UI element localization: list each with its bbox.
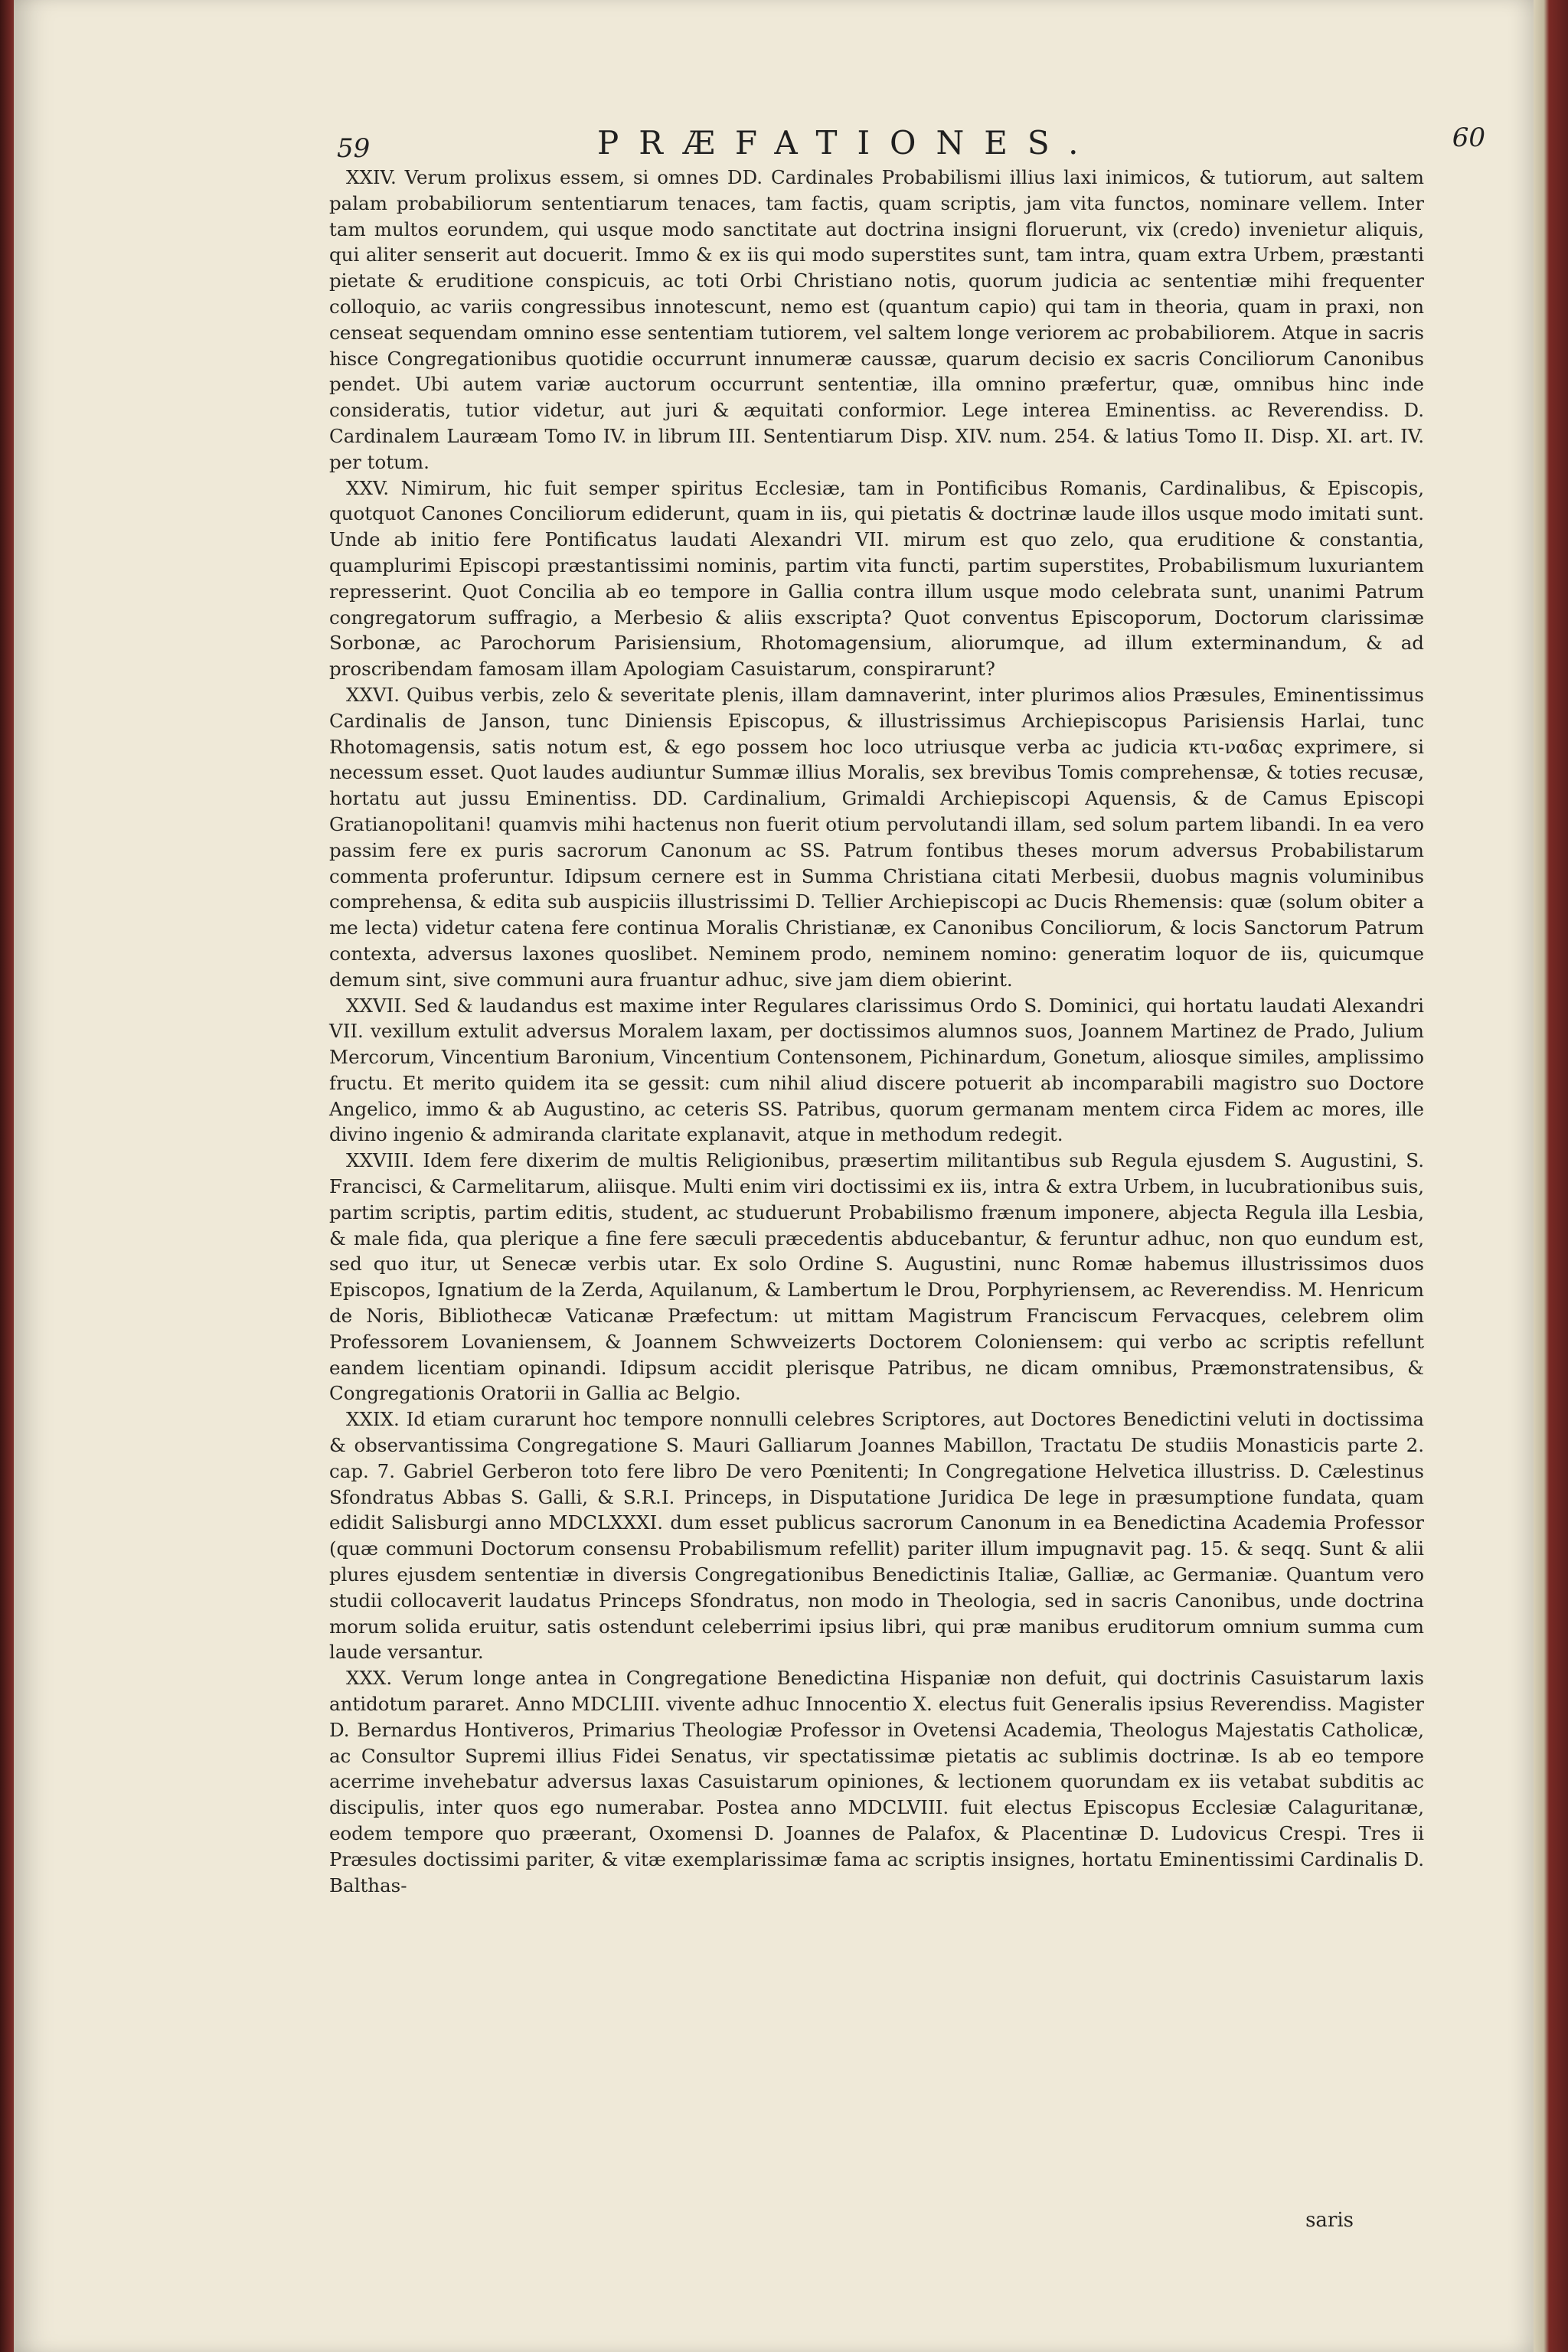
paragraph-xxviii: XXVIII. Idem fere dixerim de multis Religionibus, præsertim militantibus sub Regula ejusdem S. Augustini, S. Francisci, & Carmelitarum, aliisque. Multi enim viri doctissimi ex iis, intra & extra Urbem, in lucubrationibus suis, partim scriptis, partim editis, student, ac studuerunt Probabilismo frænum imponere, abjecta Regula illa Lesbia, & male fida, qua plerique a fine fere sæculi præcedentis abducebantur, & feruntur adhuc, non quo eundum est, sed quo itur, ut Senecæ verbis utar. Ex solo Ordine S. Augustini, nunc Romæ habemus illustrissimos duos Episcopos, Ignatium de la Zerda, Aquilanum, & Lambertum le Drou, Porphyriensem, ac Reverendiss. M. Henricum de Noris, Bibliothecæ Vaticanæ Præfectum: ut mittam Magistrum Franciscum Fervacques, celebrem olim Professorem Lovaniensem, & Joannem Schwveizerts Doctorem Coloniensem: qui verbo ac scriptis refellunt eandem licentiam opinandi. Idipsum accidit plerisque Patribus, ne dicam omnibus, Præmonstratensibus, & Congregationis Oratorii in Gallia ac Belgio. xyxy=(329,1149,1424,1405)
page-header xyxy=(337,115,1485,164)
page-edge xyxy=(1534,0,1568,2352)
paragraph-xxx: XXX. Verum longe antea in Congregatione Benedictina Hispaniæ non defuit, qui doctrinis Casuistarum laxis antidotum pararet. Anno MDCLIII. vivente adhuc Innocentio X. electus fuit Generalis ipsius Reverendiss. Magister D. Bernardus Hontiveros, Primarius Theologiæ Professor in Ovetensi Academia, Theologus Majestatis Catholicæ, ac Consultor Supremi illius Fidei Senatus, vir spectatissimæ pietatis ac sublimis doctrinæ. Is ab eo tempore acerrime invehebatur adversus laxas Casuistarum opiniones, & lectionem quorundam ex iis vetabat subditis ac discipulis, inter quos ego numerabar. Postea anno MDCLVIII. fuit electus Episcopus Ecclesiæ Calaguritanæ, eodem tempore quo præerant, Oxomensi D. Joannes de Palafox, & Placentinæ D. Ludovicus Crespi. Tres ii Præsules doctissimi pariter, & vitæ exemplarissimæ fama ac scriptis insignes, hortatu Eminentissimi Cardinalis D. Balthas- xyxy=(329,1667,1424,1896)
paragraph-xxvii: XXVII. Sed & laudandus est maxime inter Regulares clarissimus Ordo S. Dominici, qui hortatu laudati Alexandri VII. vexillum extulit adversus Moralem laxam, per doctissimos alumnos suos, Joannem Martinez de Prado, Julium Mercorum, Vincentium Baronium, Vincentium Contensonem, Pichinardum, Gonetum, aliosque similes, amplissimo fructu. Et merito quidem ita se gessit: cum nihil aliud discere potuerit ab incomparabili magistro suo Doctore Angelico, immo & ab Augustino, ac ceteris SS. Patribus, quorum germanam mentem circa Fidem ac mores, ille divino ingenio & admiranda claritate explanavit, atque in methodum redegit. xyxy=(329,994,1424,1146)
paragraph-xxv: XXV. Nimirum, hic fuit semper spiritus Ecclesiæ, tam in Pontificibus Romanis, Cardinalibus, & Episcopis, quotquot Canones Conciliorum ediderunt, quam in iis, qui pietatis & doctrinæ laude illos usque modo imitati sunt. Unde ab initio fere Pontificatus laudati Alexandri VII. mirum est quo zelo, qua eruditione & constantia, quamplurimi Episcopi præstantissimi nominis, partim vita functi, partim superstites, Probabilismum luxuriantem represserint. Quot Concilia ab eo tempore in Gallia contra illum usque modo celebrata sunt, unanimi Patrum congregatorum suffragio, a Merbesio & aliis exscripta? Quot conventus Episcoporum, Doctorum clarissimæ Sorbonæ, ac Parochorum Parisiensium, Rhotomagensium, aliorumque, ad illum exterminandum, & ad proscribendam famosam illam Apologiam Casuistarum, conspirarunt? xyxy=(329,476,1424,681)
paragraph-xxiv: XXIV. Verum prolixus essem, si omnes DD. Cardinales Probabilismi illius laxi inimicos, & tutiorum, aut saltem palam probabiliorum sententiarum tenaces, tam factis, quam scriptis, jam vita functos, nominare vellem. Inter tam multos eorundem, qui usque modo sanctitate aut doctrina insigni floruerunt, vix (credo) invenietur aliquis, qui aliter senserit aut docuerit. Immo & ex iis qui modo superstites sunt, tam intra, quam extra Urbem, præstanti pietate & eruditione conspicuis, ac toti Orbi Christiano notis, quorum judicia ac sententiæ mihi frequenter colloquio, ac variis congressibus innotescunt, nemo est (quantum capio) qui tam in theoria, quam in praxi, non censeat sequendam omnino esse sententiam tutiorem, vel saltem longe veriorem ac probabiliorem. Atque in sacris hisce Congregationibus quotidie occurrunt innumeræ caussæ, quarum decisio ex sacris Conciliorum Canonibus pendet. Ubi autem variæ auctorum occurrunt sententiæ, illa omnino præfertur, quæ, omnibus hinc inde consideratis, tutior videtur, aut juri & æquitati conformior. Lege interea Eminentiss. ac Reverendiss. D. Cardinalem Lauræam Tomo IV. in librum III. Sententiarum Disp. XIV. num. 254. & latius Tomo II. Disp. XI. art. IV. per totum. xyxy=(329,166,1424,473)
page-number-right: 60 xyxy=(1452,122,1485,153)
body-text xyxy=(329,165,1424,1898)
paragraph-xxix: XXIX. Id etiam curarunt hoc tempore nonnulli celebres Scriptores, aut Doctores Benedictini veluti in doctissima & observantissima Congregatione S. Mauri Galliarum Joannes Mabillon, Tractatu De studiis Monasticis parte 2. cap. 7. Gabriel Gerberon toto fere libro De vero Pœnitenti; In Congregatione Helvetica illustriss. D. Cælestinus Sfondratus Abbas S. Galli, & S.R.I. Princeps, in Disputatione Juridica De lege in præsumptione fundata, quam edidit Salisburgi anno MDCLXXXI. dum esset publicus sacrorum Canonum in ea Benedictina Academia Professor (quæ communi Doctorum consensu Probabilismum refellit) pariter illum impugnavit pag. 15. & seqq. Sunt & alii plures ejusdem sententiæ in diversis Congregationibus Benedictinis Italiæ, Galliæ, ac Germaniæ. Quantum vero studii collocaverit laudatus Princeps Sfondratus, non modo in Theologia, sed in sacris Canonibus, unde doctrina morum solida eruitur, satis ostendunt celeberrimi ipsius libri, qui præ manibus eruditorum omnium summa cum laude versantur. xyxy=(329,1408,1424,1664)
page-number-left: 59 xyxy=(337,133,371,164)
paragraph-xxvi: XXVI. Quibus verbis, zelo & severitate plenis, illam damnaverint, inter plurimos alios Præsules, Eminentissimus Cardinalis de Janson, tunc Diniensis Episcopus, & illustrissimus Archiepiscopus Parisiensis Harlai, tunc Rhotomagensis, satis notum est, & ego possem hoc loco utriusque verba ac judicia κτι-ναδας exprimere, si necessum esset. Quot laudes audiuntur Summæ illius Moralis, sex brevibus Tomis comprehensæ, & toties recusæ, hortatu aut jussu Eminentiss. DD. Cardinalium, Grimaldi Archiepiscopi Aquensis, & de Camus Episcopi Gratianopolitani! quamvis mihi hactenus non fuerit otium pervolutandi illam, sed solum partem libandi. In ea vero passim fere ex puris sacrorum Canonum ac SS. Patrum fontibus theses morum adversus Probabilistarum commenta proferuntur. Idipsum cernere est in Summa Christiana citati Merbesii, duobus magnis voluminibus comprehensa, & edita sub auspiciis illustrissimi D. Tellier Archiepiscopi ac Ducis Rhemensis: quæ (solum obiter a me lecta) videtur catena fere continua Moralis Christianæ, ex Canonibus Conciliorum, & locis Sanctorum Patrum contexta, adversus laxones quoslibet. Neminem prodo, neminem nomino: generatim loquor de iis, quicumque demum sint, sive communi aura fruantur adhuc, sive jam diem obierint. xyxy=(329,683,1424,991)
running-title: PRÆFATIONES. xyxy=(597,124,1099,162)
catchword: saris xyxy=(1305,2209,1354,2232)
